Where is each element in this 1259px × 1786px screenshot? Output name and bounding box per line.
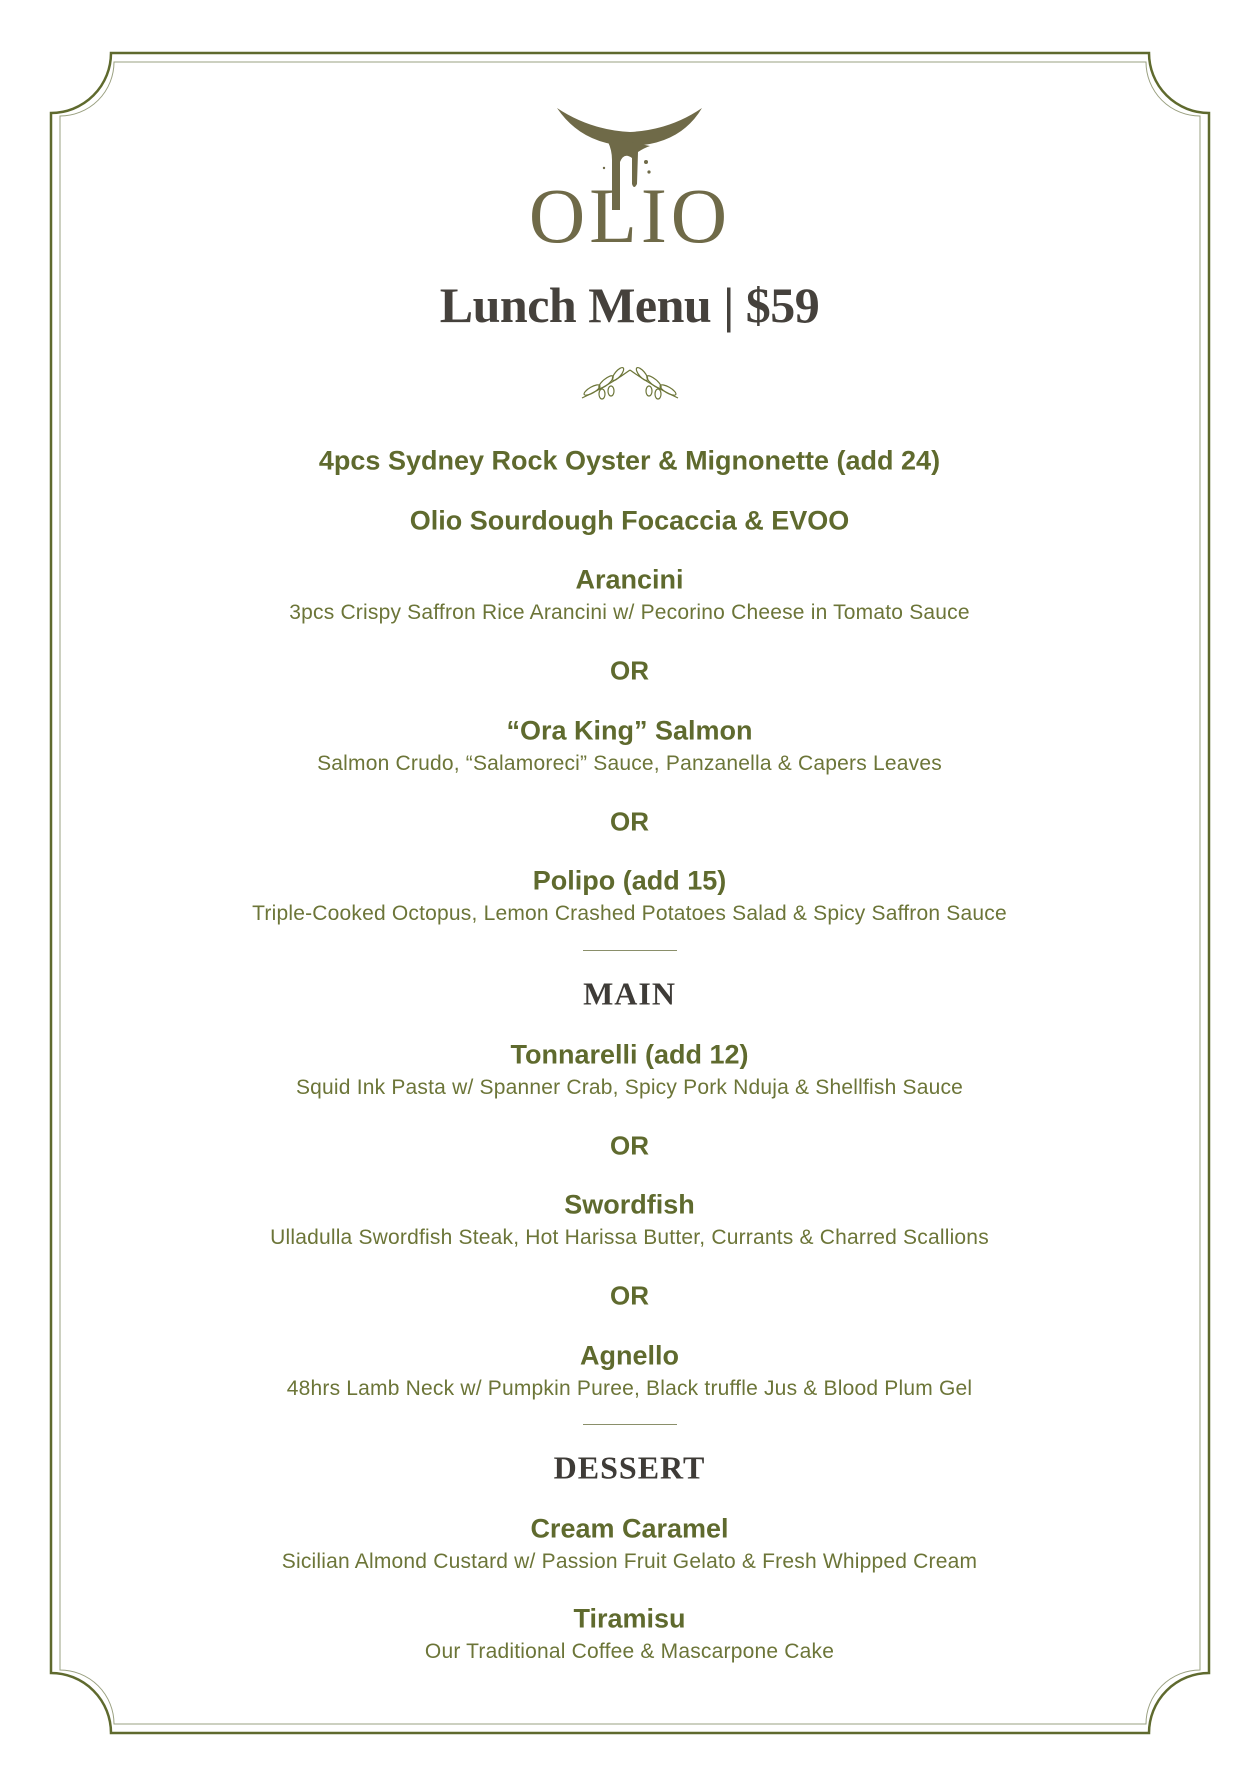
menu-item-description: Salmon Crudo, “Salamoreci” Sauce, Panzanella & Capers Leaves: [317, 752, 942, 775]
menu-item-title: “Ora King” Salmon: [506, 715, 753, 746]
menu-item-title: Cream Caramel: [530, 1513, 729, 1544]
menu-item-title: Tiramisu: [573, 1603, 686, 1634]
menu-item-title: Agnello: [580, 1340, 679, 1371]
divider: [583, 950, 677, 951]
or-separator: OR: [610, 655, 649, 686]
menu-item-title: 4pcs Sydney Rock Oyster & Mignonette (add 24): [318, 445, 941, 476]
menu-item-title: Polipo (add 15): [532, 865, 727, 896]
or-separator: OR: [610, 1130, 649, 1161]
or-separator: OR: [610, 806, 649, 837]
menu-item-description: Ulladulla Swordfish Steak, Hot Harissa Butter, Currants & Charred Scallions: [270, 1226, 989, 1249]
menu-item-description: Sicilian Almond Custard w/ Passion Fruit Gelato & Fresh Whipped Cream: [281, 1550, 978, 1573]
olio-logo: [520, 100, 740, 250]
menu-item-description: 48hrs Lamb Neck w/ Pumpkin Puree, Black truffle Jus & Blood Plum Gel: [286, 1377, 973, 1400]
menu-item-description: Our Traditional Coffee & Mascarpone Cake: [424, 1640, 835, 1663]
section-heading-dessert: DESSERT: [553, 1449, 706, 1486]
menu-item-description: Triple-Cooked Octopus, Lemon Crashed Potatoes Salad & Spicy Saffron Sauce: [252, 902, 1007, 925]
menu-item-title: Olio Sourdough Focaccia & EVOO: [409, 505, 850, 536]
menu-item-description: Squid Ink Pasta w/ Spanner Crab, Spicy Pork Nduja & Shellfish Sauce: [295, 1076, 964, 1099]
olive-branch-icon: [578, 364, 682, 402]
menu-item-description: 3pcs Crispy Saffron Rice Arancini w/ Pecorino Cheese in Tomato Sauce: [289, 601, 970, 624]
menu-item-title: Arancini: [575, 564, 684, 595]
section-heading-main: MAIN: [583, 975, 676, 1012]
divider: [583, 1424, 677, 1425]
logo-text: OLIO: [528, 172, 732, 250]
page-title: Lunch Menu | $59: [439, 277, 820, 333]
or-separator: OR: [610, 1280, 649, 1311]
menu-item-title: Swordfish: [564, 1189, 695, 1220]
menu-item-title: Tonnarelli (add 12): [510, 1039, 749, 1070]
